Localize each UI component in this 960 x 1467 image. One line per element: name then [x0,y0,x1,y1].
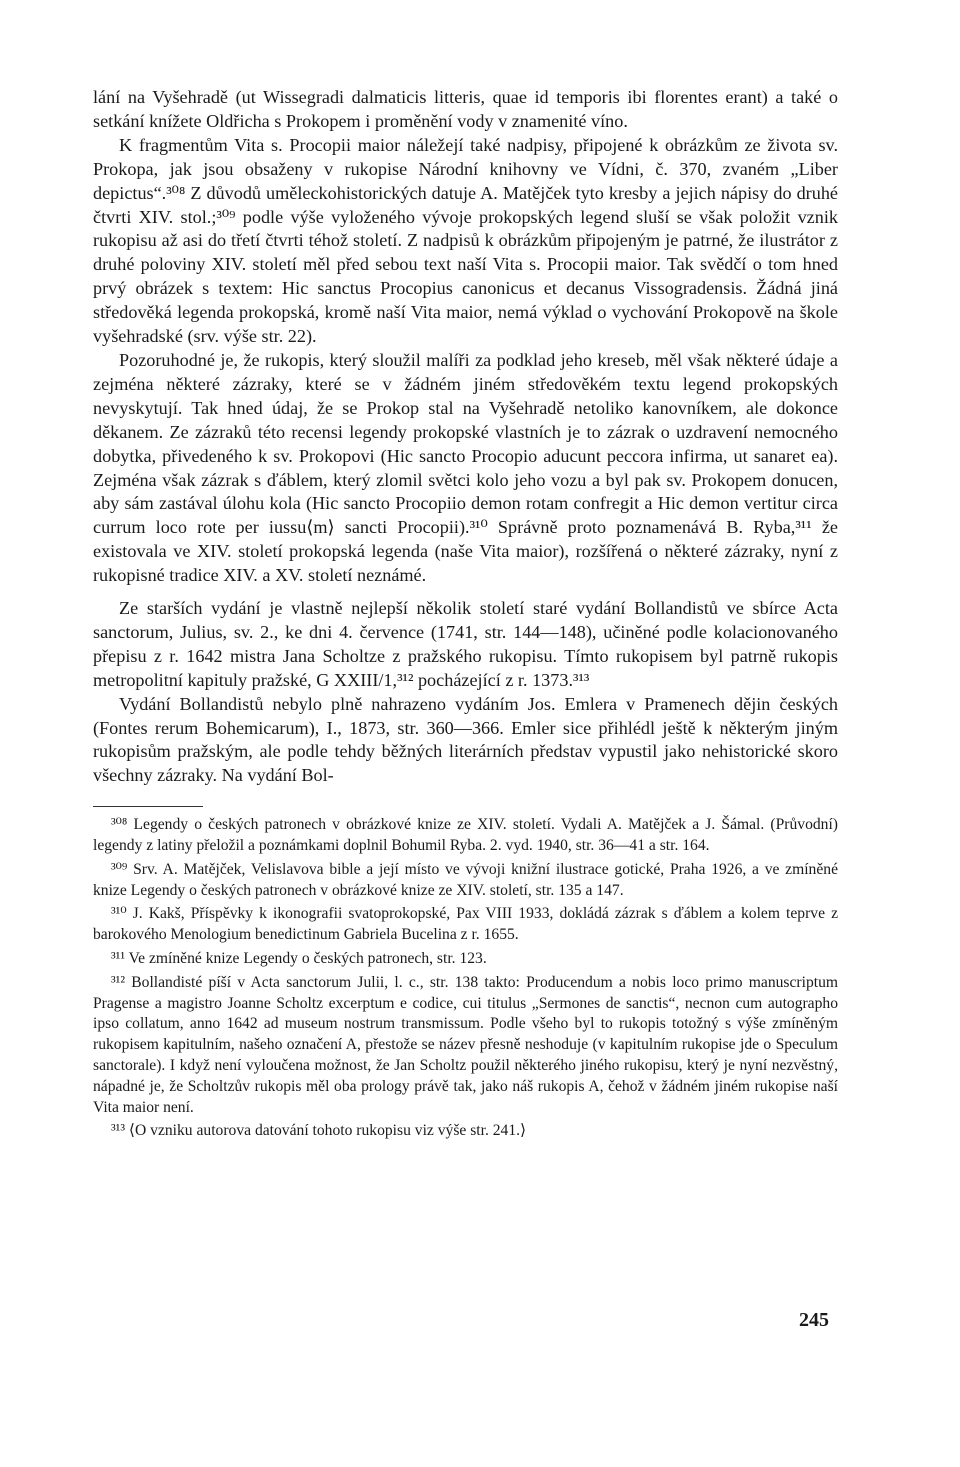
paragraph-5: Vydání Bollandistů nebylo plně nahrazeno vydáním Jos. Emlera v Pramenech dějin českých (Fontes rerum Bohemicarum), I., 1873, str. 360—366. Emler sice přihlédl ještě k některým jiným rukopisům pražským, ale podle tehdy běžných literárních představ vypustil jako nehistorické skoro všechny zázraky. Na vydání Bol- [93,693,838,786]
footnote-313: ³¹³ ⟨O vzniku autorova datování tohoto rukopisu viz výše str. 241.⟩ [111,1122,527,1140]
page-number: 245 [799,1309,829,1331]
footnote-312: ³¹² Bollandisté píší v Acta sanctorum Julii, l. c., str. 138 takto: Producendum a nobis loco primo manuscriptum Pragense a magistro Joanne Scholtz excerptum e codice, cui titulus „Sermones de sanctis“, necnon cum autographo ipso collatum, anno 1642 ad museum nostrum transmissum. Podle všeho byl to rukopis totožný s výše zmíněným rukopisem kapitulním, našeho označení A, přestože se název přesně neshoduje (v kapitulním rukopise jde o Speculum sanctorale). I když není vyloučena možnost, že Jan Scholtz použil některého jiného rukopisu, který je nyní nezvěstný, nápadné je, že Scholtzův rukopis měl oba prology právě tak, jako náš rukopis A, čehož v žádném jiném rukopise naší Vita maior není. [93,973,838,1116]
paragraph-2: K fragmentům Vita s. Procopii maior náležejí také nadpisy, připojené k obrázkům ze života sv. Prokopa, jak jsou obsaženy v rukopise Národní knihovny ve Vídni, č. 370, zvaném „Liber depictus“.³⁰⁸ Z důvodů uměleckohistorických datuje A. Matějček tyto kresby a jejich nápisy do druhé čtvrti XIV. stol.;³⁰⁹ podle výše vyloženého vývoje prokopských legend sluší se však položit vznik rukopisu až asi do třetí čtvrti téhož století. Z nadpisů k obrázkům připojeným je patrné, že ilustrátor z druhé poloviny XIV. století měl před sebou text naší Vita s. Procopii maior. Tak svědčí o tom hned prvý obrázek s textem: Hic sanctus Procopius canonicus et decanus Vissogradensis. Žádná jiná středověká legenda prokopská, kromě naší Vita maior, nemá výklad o vychování Prokopově na škole vyšehradské (srv. výše str. 22). [93,134,838,347]
paragraph-3: Pozoruhodné je, že rukopis, který sloužil malíři za podklad jeho kreseb, měl však některé údaje a zejména některé zázraky, které se v žádném jiném středověkém textu legend prokopských nevyskytují. Tak hned údaj, že se Prokop stal na Vyšehradě netoliko kanovníkem, ale dokonce děkanem. Ze zázraků této recensi legendy prokopské vlastních je to zázrak o uzdravení nemocného dobytka, přivedeného k sv. Prokopovi (Hic sancto Procopio aducunt peccora infirma, ut sanaret ea). Zejména však zázrak s ďáblem, který zlomil světci kolo jeho vozu a byl pak sv. Prokopem donucen, aby sám zastával úlohu kola (Hic sancto Procopiio demon rotam confregit a Hic demon vertitur circa currum loco rote per iussu⟨m⟩ sancti Procopii).³¹⁰ Správně proto poznamenává B. Ryba,³¹¹ že existovala ve XIV. století prokopská legenda (naše Vita maior), rozšířená o některé zázraky, nyní z rukopisné tradice XIV. a XV. století neznámé. [93,349,838,586]
paragraph-4: Ze starších vydání je vlastně nejlepší několik století staré vydání Bollandistů ve sbírce Acta sanctorum, Julius, sv. 2., ke dni 4. července (1741, str. 144—148), učiněné podle kolacionovaného přepisu z r. 1642 mistra Jana Scholtze z pražského rukopisu. Tímto rukopisem byl patrně rukopis metropolitní kapituly pražské, G XXIII/1,³¹² pocházející z r. 1373.³¹³ [93,598,838,690]
footnote-311: ³¹¹ Ve zmíněné knize Legendy o českých patronech, str. 123. [111,950,487,968]
page-content [93,86,838,1142]
footnote-310: ³¹⁰ J. Kakš, Příspěvky k ikonografii svatoprokopské, Pax VIII 1933, dokládá zázrak s ďáblem a kolem teprve z barokového Menologium benedictinum Gabriela Bucelina z r. 1655. [93,905,838,944]
paragraph-1: lání na Vyšehradě (ut Wissegradi dalmaticis litteris, quae id temporis ibi florentes erant) a také o setkání knížete Oldřicha s Prokopem i proměnění vody v znamenité víno. [93,87,838,131]
main-text [93,86,838,788]
footnotes [93,815,838,1142]
footnote-309: ³⁰⁹ Srv. A. Matějček, Velislavova bible a její místo ve vývoji knižní ilustrace gotické, Praha 1926, a ve zmíněné knize Legendy o českých patronech v obrázkové knize ze XIV. století, str. 135 a 147. [93,860,838,899]
footnote-divider [93,806,203,807]
footnote-308: ³⁰⁸ Legendy o českých patronech v obrázkové knize ze XIV. století. Vydali A. Matějček a J. Šámal. (Průvodní) legendy z latiny přeložil a poznámkami doplnil Bohumil Ryba. 2. vyd. 1940, str. 36—41 a str. 164. [93,816,838,855]
